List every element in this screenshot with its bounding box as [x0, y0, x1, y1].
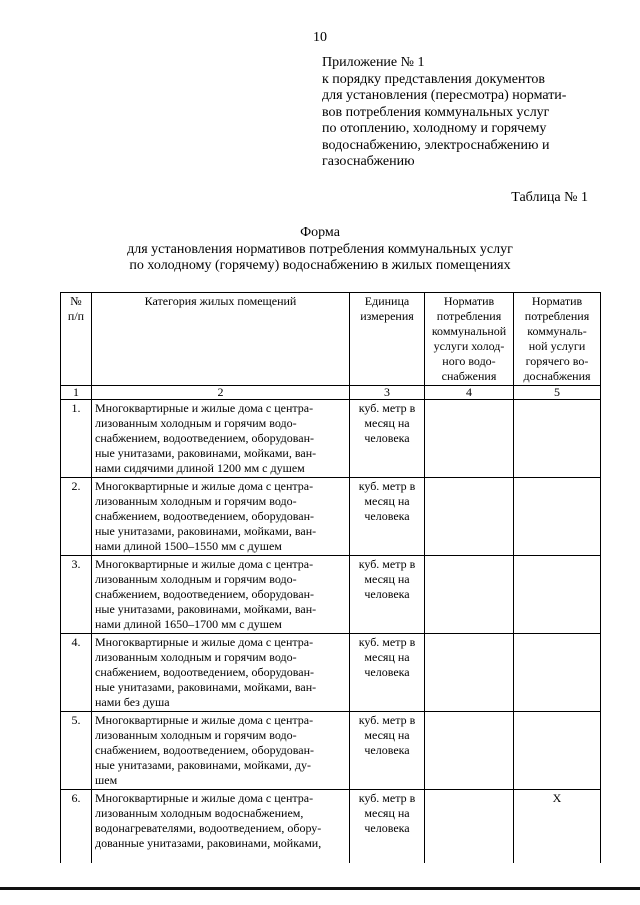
category-line: Многоквартирные и жилые дома с центра-	[95, 479, 314, 493]
form-title	[0, 225, 640, 275]
table-row	[61, 712, 601, 790]
category-line: нами длиной 1500–1550 мм с душем	[95, 539, 282, 553]
category-line: лизованным холодным и горячим водо-	[95, 728, 297, 742]
unit-line: месяц на	[364, 806, 410, 820]
unit-line: месяц на	[364, 650, 410, 664]
form-title-line: Форма	[300, 225, 340, 240]
row-hot-norm	[514, 400, 601, 478]
row-unit	[350, 790, 425, 863]
scan-bottom-edge	[0, 887, 640, 890]
unit-line: человека	[364, 665, 410, 679]
category-line: лизованным холодным и горячим водо-	[95, 416, 297, 430]
unit-line: куб. метр в	[358, 791, 416, 805]
unit-line: куб. метр в	[358, 401, 416, 415]
column-number: 1	[61, 386, 92, 400]
header-text: ного водо-	[442, 354, 496, 368]
unit-line: человека	[364, 821, 410, 835]
appendix-heading	[322, 55, 622, 171]
table-row	[61, 478, 601, 556]
unit-line: куб. метр в	[358, 635, 416, 649]
form-title-line: по холодному (горячему) водоснабжению в жилых помещениях	[129, 258, 511, 273]
category-line: ные унитазами, раковинами, мойками, ду-	[95, 758, 311, 772]
category-line: нами без душа	[95, 695, 170, 709]
row-unit	[350, 712, 425, 790]
category-line: снабжением, водоотведением, оборудован-	[95, 431, 315, 445]
category-line: ные унитазами, раковинами, мойками, ван-	[95, 446, 317, 460]
unit-line: месяц на	[364, 494, 410, 508]
row-number: 4.	[61, 634, 92, 712]
category-line: дованные унитазами, раковинами, мойками,	[95, 836, 322, 850]
unit-line: месяц на	[364, 572, 410, 586]
table-row	[61, 400, 601, 478]
column-number: 2	[92, 386, 350, 400]
header-text: горячего во-	[525, 354, 589, 368]
header-text: услуги холод-	[433, 339, 505, 353]
category-line: снабжением, водоотведением, оборудован-	[95, 743, 315, 757]
column-number: 4	[425, 386, 514, 400]
category-line: снабжением, водоотведением, оборудован-	[95, 509, 315, 523]
category-line: лизованным холодным и горячим водо-	[95, 572, 297, 586]
header-text: доснабжения	[523, 369, 591, 383]
column-number: 3	[350, 386, 425, 400]
category-line: Многоквартирные и жилые дома с центра-	[95, 557, 314, 571]
category-line: водонагревателями, водоотведением, обору-	[95, 821, 322, 835]
category-line: нами длиной 1650–1700 мм с душем	[95, 617, 282, 631]
header-text: п/п	[67, 309, 85, 323]
header-text: коммунальной	[431, 324, 507, 338]
category-line: лизованным холодным водоснабжением,	[95, 806, 304, 820]
category-line: ные унитазами, раковинами, мойками, ван-	[95, 680, 317, 694]
appendix-line: для установления (пересмотра) нормати-	[322, 88, 567, 103]
header-text: потребления	[436, 309, 502, 323]
header-text: измерения	[360, 309, 414, 323]
header-text: Норматив	[443, 294, 495, 308]
row-category	[92, 400, 350, 478]
category-line: Многоквартирные и жилые дома с центра-	[95, 713, 314, 727]
category-line: ные унитазами, раковинами, мойками, ван-	[95, 524, 317, 538]
appendix-line: по отоплению, холодному и горячему	[322, 121, 547, 136]
row-category	[92, 556, 350, 634]
unit-line: месяц на	[364, 416, 410, 430]
category-line: снабжением, водоотведением, оборудован-	[95, 587, 315, 601]
header-text: №	[70, 294, 82, 308]
row-number: 3.	[61, 556, 92, 634]
table-row	[61, 556, 601, 634]
unit-line: куб. метр в	[358, 713, 416, 727]
row-hot-norm	[514, 478, 601, 556]
header-text: Норматив	[531, 294, 583, 308]
page-number: 10	[313, 30, 327, 45]
row-number: 2.	[61, 478, 92, 556]
unit-line: куб. метр в	[358, 557, 416, 571]
row-unit	[350, 634, 425, 712]
row-number: 6.	[61, 790, 92, 863]
category-line: Многоквартирные и жилые дома с центра-	[95, 791, 314, 805]
header-cold-water-norm	[425, 293, 514, 386]
category-line: ные унитазами, раковинами, мойками, ван-	[95, 602, 317, 616]
form-title-line: для установления нормативов потребления коммунальных услуг	[127, 241, 513, 257]
column-number-row	[61, 386, 601, 400]
row-number: 1.	[61, 400, 92, 478]
row-category	[92, 478, 350, 556]
header-hot-water-norm	[514, 293, 601, 386]
category-line: Многоквартирные и жилые дома с центра-	[95, 635, 314, 649]
category-line: лизованным холодным и горячим водо-	[95, 494, 297, 508]
row-cold-norm	[425, 712, 514, 790]
header-category	[92, 293, 350, 386]
appendix-line: Приложение № 1	[322, 55, 425, 70]
row-cold-norm	[425, 400, 514, 478]
row-cold-norm	[425, 790, 514, 863]
table-label: Таблица № 1	[511, 190, 588, 205]
appendix-line: вов потребления коммунальных услуг	[322, 104, 550, 120]
unit-line: человека	[364, 431, 410, 445]
norms-table	[60, 292, 601, 863]
row-cold-norm	[425, 556, 514, 634]
category-line: шем	[95, 773, 118, 787]
category-line: лизованным холодным и горячим водо-	[95, 650, 297, 664]
table-row	[61, 634, 601, 712]
category-line: снабжением, водоотведением, оборудован-	[95, 665, 315, 679]
row-hot-norm	[514, 712, 601, 790]
header-text: снабжения	[441, 369, 497, 383]
row-category	[92, 790, 350, 863]
row-hot-norm	[514, 556, 601, 634]
header-text: потребления	[524, 309, 590, 323]
appendix-line: к порядку представления документов	[322, 71, 546, 87]
appendix-line: водоснабжению, электроснабжению и	[322, 137, 550, 153]
unit-line: человека	[364, 509, 410, 523]
unit-line: человека	[364, 743, 410, 757]
row-unit	[350, 556, 425, 634]
table-header-row	[61, 293, 601, 386]
header-number	[61, 293, 92, 386]
header-text: Единица	[364, 294, 410, 308]
header-text: коммуналь-	[527, 324, 587, 338]
row-number: 5.	[61, 712, 92, 790]
column-number: 5	[514, 386, 601, 400]
category-line: Многоквартирные и жилые дома с центра-	[95, 401, 314, 415]
row-cold-norm	[425, 634, 514, 712]
row-cold-norm	[425, 478, 514, 556]
header-text: ной услуги	[528, 339, 586, 353]
row-hot-norm	[514, 634, 601, 712]
row-unit	[350, 400, 425, 478]
row-hot-norm: Х	[514, 790, 601, 863]
unit-line: человека	[364, 587, 410, 601]
row-category	[92, 712, 350, 790]
header-unit	[350, 293, 425, 386]
appendix-line: газоснабжению	[322, 154, 415, 169]
unit-line: месяц на	[364, 728, 410, 742]
unit-line: куб. метр в	[358, 479, 416, 493]
row-unit	[350, 478, 425, 556]
row-category	[92, 634, 350, 712]
table-row	[61, 790, 601, 863]
category-line: нами сидячими длиной 1200 мм с душем	[95, 461, 305, 475]
header-text: Категория жилых помещений	[144, 294, 297, 308]
